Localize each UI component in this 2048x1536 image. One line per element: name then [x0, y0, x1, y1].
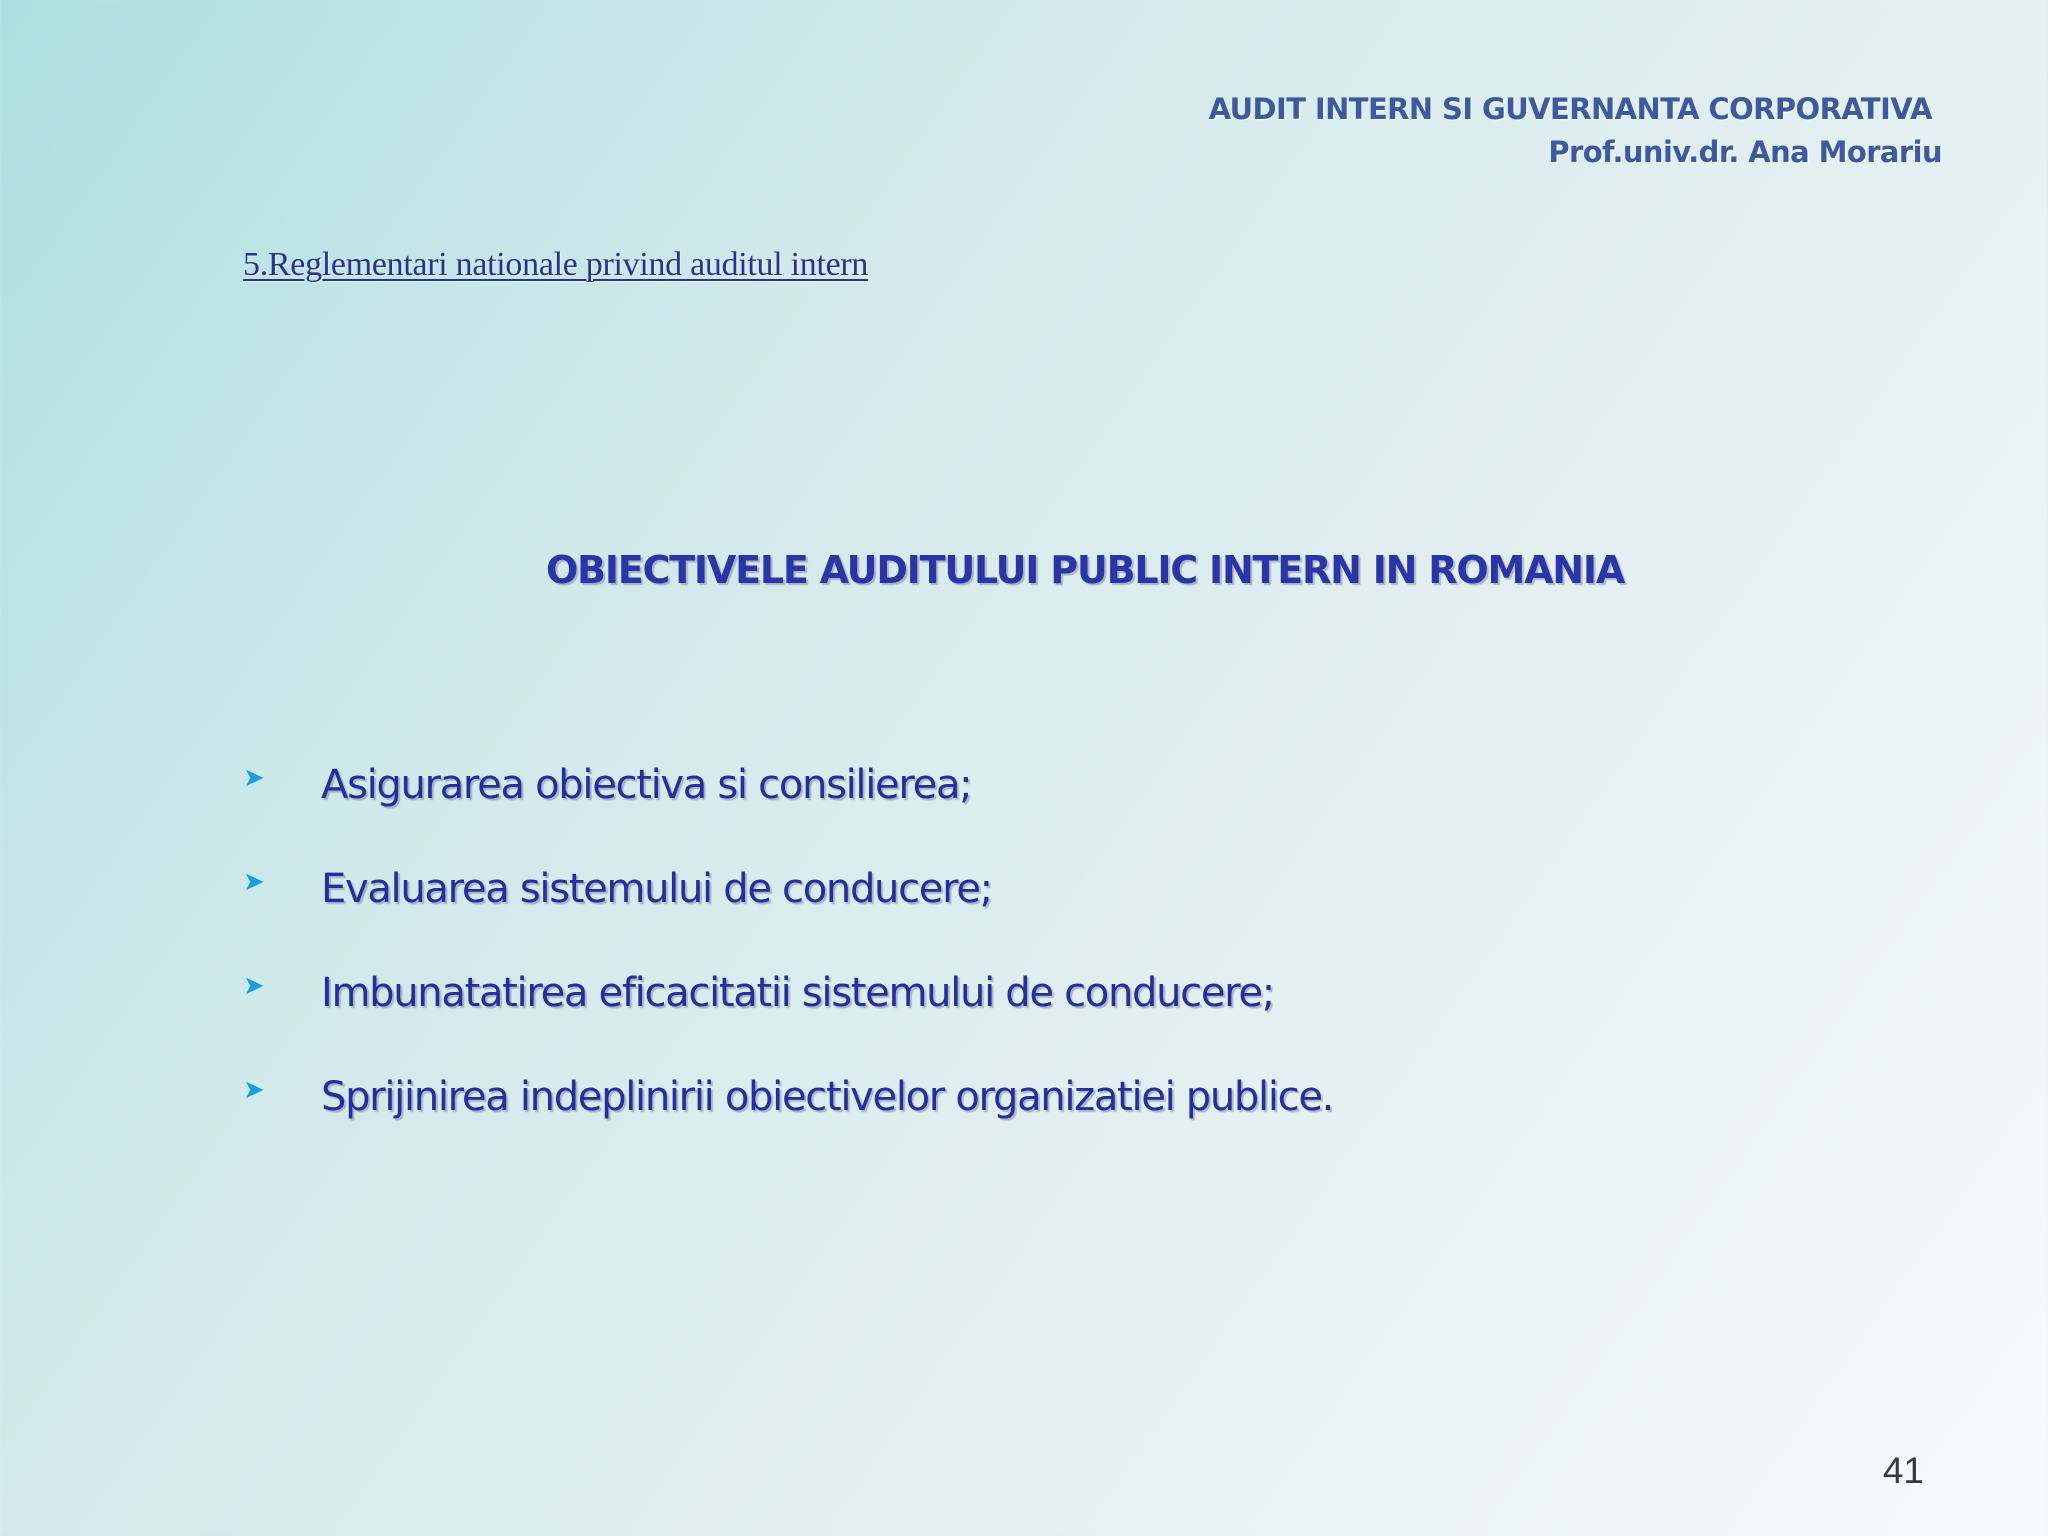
page-number: 41: [1882, 1450, 1924, 1491]
section-heading-link[interactable]: 5.Reglementari nationale privind auditul intern: [243, 246, 869, 283]
arrowhead-bullet-icon: ➤: [243, 971, 265, 1001]
objectives-list: [243, 752, 1333, 1168]
list-item-text: Sprijinirea indeplinirii obiectivelor organizatiei publice.: [321, 1074, 1334, 1120]
slide-header: [1209, 88, 1942, 174]
list-item-text: Evaluarea sistemului de conducere;: [321, 866, 992, 912]
slide-title: OBIECTIVELE AUDITULUI PUBLIC INTERN IN ROMANIA: [545, 548, 1625, 592]
list-item: [243, 856, 1333, 960]
list-item: [243, 960, 1333, 1064]
author-name: Prof.univ.dr. Ana Morariu: [1548, 135, 1942, 169]
list-item-text: Asigurarea obiectiva si consilierea;: [321, 762, 972, 808]
list-item-text: Imbunatatirea eficacitatii sistemului de conducere;: [321, 970, 1274, 1016]
list-item: [243, 752, 1333, 856]
list-item: [243, 1064, 1333, 1168]
course-title: AUDIT INTERN SI GUVERNANTA CORPORATIVA: [1208, 92, 1932, 126]
arrowhead-bullet-icon: ➤: [243, 867, 265, 897]
arrowhead-bullet-icon: ➤: [243, 763, 265, 793]
arrowhead-bullet-icon: ➤: [243, 1075, 265, 1105]
